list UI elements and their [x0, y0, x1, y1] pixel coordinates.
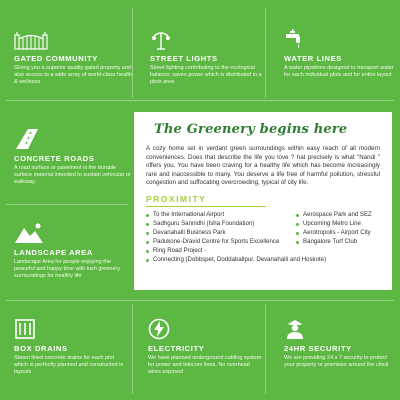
feature-description: Landscape Area for people enjoying the peaceful and happy time with lush greenery surroundings for healthy life: [14, 259, 121, 280]
feature-description: A water pipelines designed to transport water for each individual plots and for entire layout: [284, 65, 394, 79]
feature-security: [284, 318, 394, 369]
feature-landscape-area: [14, 222, 130, 281]
feature-description: Giving you a superior quality gated property and also access to a wide array of world-class health & wellness: [14, 65, 132, 86]
feature-title: STREET LIGHTS: [150, 54, 218, 63]
feature-description: We are providing 24 x 7 security to protect your property or premises around the clock: [284, 355, 389, 369]
divider: [6, 300, 394, 301]
proximity-divider: [146, 206, 266, 207]
feature-title: ELECTRICITY: [148, 344, 205, 353]
feature-electricity: [148, 318, 262, 377]
feature-street-lights: [150, 28, 270, 87]
feature-title: 24HR SECURITY: [284, 344, 352, 353]
drain-icon: [14, 318, 126, 340]
greenery-heading: The Greenery begins here: [154, 122, 348, 137]
water-tap-icon: [284, 28, 394, 50]
divider: [6, 100, 394, 101]
list-item: Bangalore Turf Club: [296, 238, 380, 247]
feature-gated-community: [14, 28, 134, 87]
feature-title: BOX DRAINS: [14, 344, 68, 353]
feature-title: WATER LINES: [284, 54, 342, 63]
list-item: Padukone-Dravid Centre for Sports Excellence: [146, 238, 284, 247]
road-icon: [14, 128, 134, 150]
list-item: Connecting (Dobbspet, Doddaballpur. Devanahalli and Hoskote): [146, 256, 284, 265]
electricity-icon: [148, 318, 262, 340]
feature-title: LANDSCAPE AREA: [14, 248, 93, 257]
feature-description: A road surface or pavement is the durable surface material intended to sustain vehicular or walkway.: [14, 165, 131, 186]
list-item: Aerotropolis - Airport City: [296, 229, 380, 238]
feature-concrete-roads: [14, 128, 134, 187]
feature-description: Street lighting contributing to the ecological balance; saves power which is distributed in a plots area: [150, 65, 262, 86]
proximity-list-left: [146, 210, 327, 264]
divider: [265, 304, 266, 394]
list-item: To the International Airport: [146, 211, 284, 220]
list-item: Upcoming Metro Line: [296, 220, 380, 229]
greenery-card: [134, 112, 392, 290]
gate-icon: [14, 28, 134, 50]
divider: [132, 304, 133, 394]
list-item: Sadhguru Sannidhi (Isha Foundation): [146, 220, 284, 229]
proximity-title: PROXIMITY: [146, 193, 207, 204]
feature-water-lines: [284, 28, 394, 79]
list-item: Devanahalli Business Park: [146, 229, 284, 238]
divider: [6, 204, 128, 205]
feature-box-drains: [14, 318, 126, 377]
feature-description: We have planned underground cabling system for power and telecom lines. No overhead wires exposed: [148, 355, 262, 376]
list-item: Aerospace Park and SEZ: [296, 211, 380, 220]
landscape-icon: [14, 222, 130, 244]
greenery-paragraph: A cozy home set in verdant green surroundings within easy reach of all modern conveniences. Does that describe the life you love ? hat precisely is what "Nandi " offers you. You have been craving for a healthy life which has become increasingly rare and inaccessible to many. You deserve a life free of harmful pollution, stressful congestion and suffocating overcrowding, typical of city life.: [146, 145, 380, 187]
feature-title: CONCRETE ROADS: [14, 154, 95, 163]
list-item: Ring Road Project -: [146, 247, 284, 256]
feature-title: GATED COMMUNITY: [14, 54, 98, 63]
street-light-icon: [150, 28, 270, 50]
feature-description: Steam lined concrete drains for each plot which is perfectly planned and constructed in layouts: [14, 355, 124, 376]
security-guard-icon: [284, 318, 394, 340]
